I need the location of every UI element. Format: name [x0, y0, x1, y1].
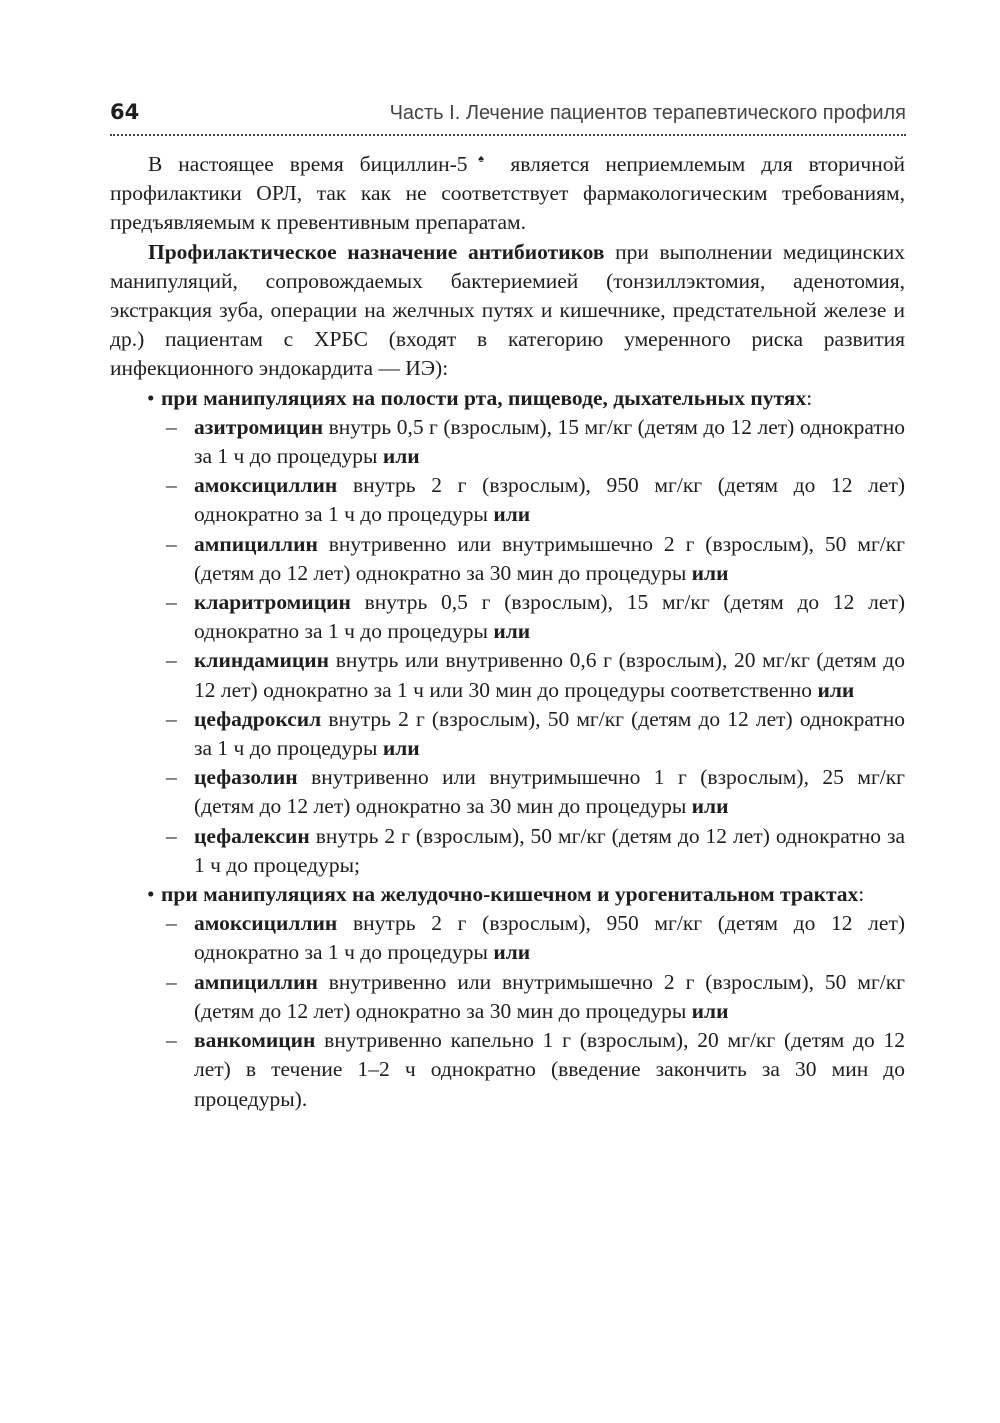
dosage-text: внутривенно или внутримышечно 1 г (взрослым), 25 мг/кг (детям до 12 лет) однократно за 30 мин до процедуры [194, 765, 905, 819]
drug-name: азитромицин [194, 414, 324, 439]
dosage-text: внутрь 2 г (взрослым), 950 мг/кг (детям до 12 лет) однократно за 1 ч до процедуры [194, 911, 905, 965]
paragraph-text: В настоящее время бициллин-5 [148, 152, 468, 176]
dosage-text: внутривенно или внутримышечно 2 г (взрослым), 50 мг/кг (детям до 12 лет) однократно за 30 мин до процедуры [194, 531, 905, 585]
dash-marker: – [166, 531, 177, 556]
or-conjunction: или [382, 736, 420, 761]
or-conjunction: или [493, 940, 531, 965]
drug-name: цефалексин [194, 823, 310, 848]
spade-marker: ♠ [467, 153, 495, 165]
or-conjunction: или [493, 502, 531, 527]
drug-name: ампициллин [194, 969, 318, 994]
or-conjunction: или [691, 998, 729, 1023]
dosage-text: внутривенно капельно 1 г (взрослым), 20 мг/кг (детям до 12 лет) в течение 1–2 ч однократно (введение закончить за 30 мин до процедуры). [194, 1028, 905, 1111]
dosage-text: внутрь 0,5 г (взрослым), 15 мг/кг (детям до 12 лет) однократно за 1 ч до процедуры [194, 590, 905, 644]
drug-name: клиндамицин [194, 648, 330, 673]
dash-item [110, 968, 905, 1026]
dash-item [110, 471, 905, 529]
drug-name: кларитромицин [194, 590, 351, 615]
or-conjunction: или [691, 794, 729, 819]
or-conjunction: или [691, 560, 729, 585]
or-conjunction: или [382, 444, 420, 469]
dosage-text: внутрь 2 г (взрослым), 50 мг/кг (детям до 12 лет) однократно за 1 ч до процедуры [194, 706, 905, 761]
bullet-item [110, 880, 905, 909]
paragraph-prophylaxis [110, 238, 905, 384]
page-header [110, 98, 906, 136]
dosage-text: внутривенно или внутримышечно 2 г (взрослым), 50 мг/кг (детям до 12 лет) однократно за 30 мин до процедуры [194, 969, 905, 1023]
dash-marker: – [166, 765, 177, 790]
bullet-item [110, 384, 905, 413]
bullet-heading: при манипуляциях на желудочно-кишечном и урогенитальном трактах [161, 882, 859, 907]
bullet-colon: : [806, 385, 813, 410]
dash-item [110, 646, 905, 704]
drug-name: амоксициллин [194, 473, 338, 498]
dash-item [110, 588, 905, 646]
dash-item [110, 705, 905, 763]
dosage-text: внутрь 2 г (взрослым), 50 мг/кг (детям до 12 лет) однократно за 1 ч до процедуры; [194, 823, 905, 877]
drug-name: цефадроксил [194, 706, 322, 731]
dash-item [110, 822, 905, 880]
running-head: Часть I. Лечение пациентов терапевтического профиля [389, 102, 906, 124]
bullet-list [110, 384, 905, 1114]
dash-marker: – [166, 648, 177, 673]
bullet-colon: : [858, 882, 865, 907]
drug-name: ванкомицин [194, 1028, 316, 1053]
or-conjunction: или [817, 677, 855, 702]
bullet-marker: • [147, 385, 155, 410]
dash-marker: – [166, 911, 177, 936]
dash-item [110, 1026, 905, 1114]
bullet-heading: при манипуляциях на полости рта, пищеводе, дыхательных путях [161, 385, 807, 410]
drug-name: ампициллин [194, 531, 318, 556]
dash-item [110, 763, 905, 821]
bullet-marker: • [147, 882, 155, 907]
dosage-text: внутрь 2 г (взрослым), 950 мг/кг (детям до 12 лет) однократно за 1 ч до процедуры [194, 473, 905, 527]
page-number: 64 [110, 100, 140, 124]
paragraph-text: при выполнении медицинских манипуляций, сопровождаемых бактериемией (тонзиллэктомия, аденотомия, экстракция зуба, операции на желчных путях и кишечнике, предстательной железе и др.) пациентам с ХРБС (входят в категорию умеренного риска развития инфекционного эндокардита — ИЭ): [110, 239, 905, 381]
paragraph-bicillin [110, 150, 905, 238]
body-text [110, 150, 905, 1114]
drug-name: цефазолин [194, 765, 298, 790]
dash-marker: – [166, 706, 177, 731]
dash-item [110, 413, 905, 471]
dash-marker: – [166, 414, 177, 439]
dash-item [110, 909, 905, 967]
dash-marker: – [166, 1028, 177, 1053]
dosage-text: внутрь 0,5 г (взрослым), 15 мг/кг (детям до 12 лет) однократно за 1 ч до процедуры [194, 414, 905, 469]
paragraph-text: является неприемлемым для вторичной профилактики ОРЛ, так как не соответствует фармакологическим требованиям, предъявляемым к превентивным препаратам. [110, 152, 905, 235]
dash-marker: – [166, 473, 177, 498]
drug-name: амоксициллин [194, 911, 338, 936]
dosage-text: внутрь или внутривенно 0,6 г (взрослым), 20 мг/кг (детям до 12 лет) однократно за 1 ч или 30 мин до процедуры соответственно [194, 648, 905, 702]
dash-marker: – [166, 969, 177, 994]
paragraph-bold-lead: Профилактическое назначение антибиотиков [148, 239, 605, 264]
or-conjunction: или [493, 619, 531, 644]
dash-marker: – [166, 590, 177, 615]
dash-item [110, 530, 905, 588]
dash-marker: – [166, 823, 177, 848]
